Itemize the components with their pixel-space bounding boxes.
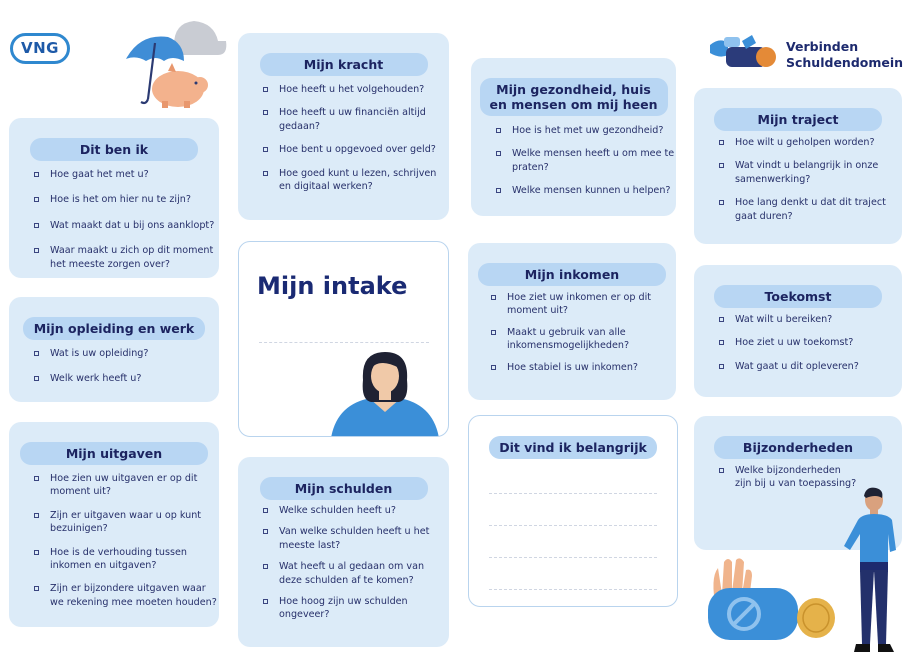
question-item: Wat is uw opleiding?: [31, 347, 216, 360]
vng-logo: VNG: [10, 33, 70, 64]
question-item: Wat gaat u dit opleveren?: [716, 360, 900, 373]
question-item: Hoe wilt u geholpen worden?: [716, 136, 900, 149]
intake-title: Mijn intake: [257, 272, 408, 300]
brand-line1: Verbinden: [786, 39, 859, 54]
question-item: Hoe is het om hier nu te zijn?: [31, 193, 216, 206]
card-title: Mijn inkomen: [478, 263, 666, 286]
card-title: Mijn uitgaven: [20, 442, 208, 465]
question-item: Hoe lang denkt u dat dit traject gaat duren?: [716, 196, 900, 223]
card-mijn-uitgaven: [9, 422, 219, 627]
question-item: Zijn er uitgaven waar u op kunt bezuinigen?: [31, 509, 219, 536]
card-title: Mijn schulden: [260, 477, 428, 500]
card-title: Dit ben ik: [30, 138, 198, 161]
card-title: Mijn kracht: [260, 53, 428, 76]
card-title: Mijn opleiding en werk: [23, 317, 205, 340]
question-item: Hoe is het met uw gezondheid?: [493, 124, 675, 137]
verbinden-schuldendomein-logo-icon: [706, 33, 782, 75]
question-item: Wat maakt dat u bij ons aanklopt?: [31, 219, 216, 232]
question-item: Hoe ziet uw inkomen er op dit moment uit?: [488, 291, 674, 318]
question-item: Welke schulden heeft u?: [260, 504, 445, 517]
dashed-line: [489, 589, 657, 590]
question-item: Waar maakt u zich op dit moment het meeste zorgen over?: [31, 244, 216, 271]
card-title: [480, 78, 668, 116]
question-item: Zijn er bijzondere uitgaven waar we rekening mee moeten houden?: [31, 582, 219, 609]
brand-name: [786, 39, 903, 71]
man-standing-icon: [836, 486, 904, 656]
card-toekomst: [694, 265, 902, 397]
dashed-line: [489, 525, 657, 526]
card-title: Bijzonderheden: [714, 436, 882, 459]
card-dit-vind-ik-belangrijk: [468, 415, 678, 607]
question-item: Hoe gaat het met u?: [31, 168, 216, 181]
card-title-line2: en mensen om mij heen: [489, 97, 658, 112]
card-mijn-intake: [238, 241, 449, 437]
card-dit-ben-ik: [9, 118, 219, 278]
card-mijn-traject: [694, 88, 902, 244]
dashed-line: [259, 342, 429, 343]
umbrella-piggy-bank-icon: [122, 15, 230, 109]
question-item: Welke bijzonderheden zijn bij u van toepassing?: [716, 464, 858, 491]
hand-wallet-coin-icon: [688, 548, 844, 658]
question-item: Hoe heeft u het volgehouden?: [260, 83, 445, 96]
brand-line2: Schuldendomein: [786, 55, 904, 70]
dashed-line: [489, 557, 657, 558]
card-title: Dit vind ik belangrijk: [489, 436, 657, 459]
question-item: Hoe bent u opgevoed over geld?: [260, 143, 445, 156]
dashed-line: [489, 493, 657, 494]
question-item: Welke mensen kunnen u helpen?: [493, 184, 675, 197]
card-mijn-gezondheid: [471, 58, 676, 216]
question-item: Wat heeft u al gedaan om van deze schulden af te komen?: [260, 560, 445, 587]
question-item: Van welke schulden heeft u het meeste last?: [260, 525, 445, 552]
question-item: Hoe heeft u uw financiën altijd gedaan?: [260, 106, 445, 133]
card-title-line1: Mijn gezondheid, huis: [496, 82, 651, 97]
question-item: Hoe is de verhouding tussen inkomen en uitgaven?: [31, 546, 219, 573]
question-item: Hoe hoog zijn uw schulden ongeveer?: [260, 595, 445, 622]
question-item: Wat wilt u bereiken?: [716, 313, 900, 326]
card-mijn-schulden: [238, 457, 449, 647]
question-item: Hoe goed kunt u lezen, schrijven en digitaal werken?: [260, 167, 445, 194]
card-mijn-opleiding-en-werk: [9, 297, 219, 402]
question-item: Hoe ziet u uw toekomst?: [716, 336, 900, 349]
woman-avatar-icon: [325, 346, 445, 437]
question-item: Welke mensen heeft u om mee te praten?: [493, 147, 675, 174]
card-mijn-kracht: [238, 33, 449, 220]
question-item: Wat vindt u belangrijk in onze samenwerking?: [716, 159, 900, 186]
question-item: Hoe zien uw uitgaven er op dit moment uit?: [31, 472, 219, 499]
card-title: Toekomst: [714, 285, 882, 308]
card-mijn-inkomen: [468, 243, 676, 400]
question-item: Maakt u gebruik van alle inkomensmogelijkheden?: [488, 326, 674, 353]
question-item: Hoe stabiel is uw inkomen?: [488, 361, 674, 374]
card-title: Mijn traject: [714, 108, 882, 131]
question-item: Welk werk heeft u?: [31, 372, 216, 385]
